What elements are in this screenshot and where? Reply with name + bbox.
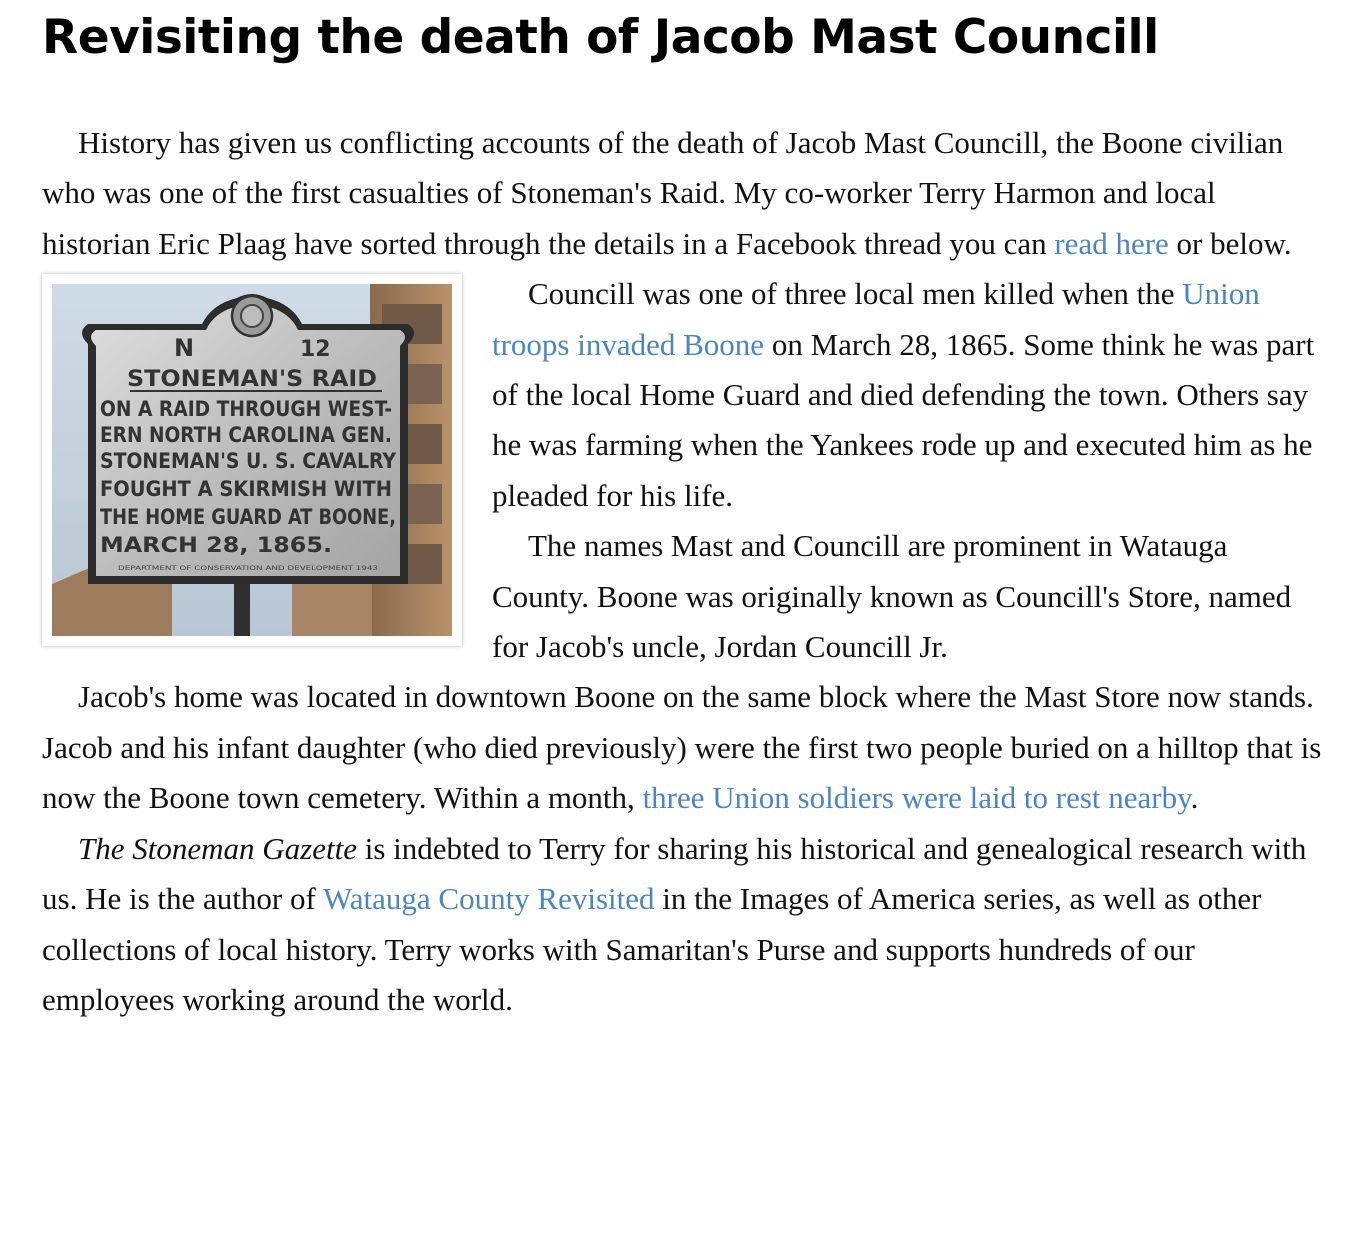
marker-line-6: MARCH 28, 1865. [100, 533, 332, 558]
historical-marker-photo [42, 274, 462, 646]
marker-heading: STONEMAN'S RAID [127, 367, 377, 393]
paragraph-5: The Stoneman Gazette is indebted to Terry for sharing his historical and genealogical research with us. He is the author of Watauga County Revisited in the Images of America series, as well as other collections of local history. Terry works with Samaritan's Purse and supports hundreds of our employees working around the world. [42, 830, 1307, 1017]
marker-line-2: ERN NORTH CAROLINA GEN. [100, 423, 392, 448]
marker-line-1: ON A RAID THROUGH WEST- [100, 397, 392, 422]
marker-line-5: THE HOME GUARD AT BOONE, [100, 505, 396, 530]
union-troops-link[interactable]: Union troops invaded Boone [492, 276, 1260, 362]
article [42, 0, 1322, 1025]
post-title: Revisiting the death of Jacob Mast Councill [42, 10, 1159, 65]
marker-line-3: STONEMAN'S U. S. CAVALRY [100, 449, 397, 474]
three-union-soldiers-link[interactable]: three Union soldiers were laid to rest nearby [642, 780, 1191, 816]
marker-image [52, 284, 452, 636]
paragraph-2: Councill was one of three local men killed when the Union troops invaded Boone on March 28, 1865. Some think he was part of the local Home Guard and died defending the town. Others say he was farming when the Yankees rode up and executed him as he pleaded for his life. [492, 276, 1315, 513]
read-here-link[interactable]: read here [1054, 225, 1169, 261]
wrapped-column [492, 269, 1322, 521]
article-body [42, 118, 1322, 1025]
publication-name: The Stoneman Gazette [78, 830, 357, 866]
paragraph-3: The names Mast and Councill are prominent in Watauga County. Boone was originally known as Councill's Store, named for Jacob's uncle, Jordan Councill Jr. [492, 528, 1292, 665]
marker-number: 12 [300, 337, 331, 363]
marker-line-4: FOUGHT A SKIRMISH WITH [100, 477, 392, 502]
watauga-county-revisited-link[interactable]: Watauga County Revisited [322, 881, 655, 917]
paragraph-1: History has given us conflicting accounts of the death of Jacob Mast Councill, the Boone civilian who was one of the first casualties of Stoneman's Raid. My co-worker Terry Harmon and local historian Eric Plaag have sorted through the details in a Facebook thread you can read here or below. [42, 125, 1292, 261]
marker-letter: N [174, 334, 195, 363]
marker-footer: DEPARTMENT OF CONSERVATION AND DEVELOPMENT 1943 [118, 565, 379, 573]
paragraph-4: Jacob's home was located in downtown Boone on the same block where the Mast Store now stands. Jacob and his infant daughter (who died previously) were the first two people buried on a hilltop that is now the Boone town cemetery. Within a month, three Union soldiers were laid to rest nearby. [42, 679, 1322, 816]
